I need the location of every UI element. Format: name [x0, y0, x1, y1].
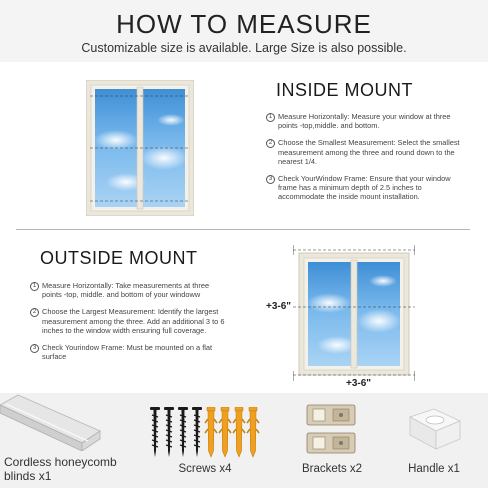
- inside-mount-title: INSIDE MOUNT: [276, 80, 414, 100]
- brackets-image: [303, 403, 359, 462]
- cordless-blinds-image: [0, 393, 105, 456]
- step-number: 1: [266, 113, 275, 122]
- inside-mount-steps: [266, 112, 466, 210]
- inside-step: [266, 138, 466, 166]
- outside-step: [30, 281, 230, 299]
- step-number: 1: [30, 282, 39, 291]
- step-number: 2: [30, 308, 39, 317]
- outside-mount-title: OUTSIDE MOUNT: [40, 248, 198, 268]
- step-number: 3: [266, 175, 275, 184]
- inside-step: [266, 112, 466, 130]
- outside-step: [30, 343, 230, 361]
- inside-step: [266, 174, 466, 202]
- step-number: 3: [30, 344, 39, 353]
- step-text: Measure Horizontally: Measure your window at three points -top,middle. and bottom.: [278, 112, 451, 131]
- header: [0, 0, 488, 62]
- package-contents: [0, 393, 488, 488]
- outside-side-measurement: +3-6": [266, 301, 292, 312]
- outside-bottom-measurement: +3-6": [346, 378, 372, 389]
- outside-mount-section: [0, 237, 488, 393]
- step-text: Choose the Smallest Measurement: Select the smallest measurement among the three and round down to the nearest 1/4.: [278, 138, 460, 166]
- handle-label: Handle x1: [408, 463, 460, 475]
- step-text: Choose the Largest Measurement: Identify the largest measurement among the three. Add an additional 3 to 6 inches to the window width ensuring full coverage.: [42, 307, 225, 335]
- brackets-label: Brackets x2: [301, 463, 363, 475]
- inside-mount-section: [0, 62, 488, 237]
- inside-mount-window-illustration: [86, 80, 194, 216]
- outside-mount-window-illustration: [293, 245, 415, 381]
- screws-image: [147, 407, 267, 464]
- page-subtitle: Customizable size is available. Large Size is also possible.: [81, 41, 407, 55]
- outside-mount-steps: [30, 281, 230, 369]
- step-text: Measure Horizontally: Take measurements at three points -top, middle. and bottom of your windoww: [42, 281, 210, 300]
- section-divider: [16, 229, 470, 230]
- cordless-blinds-label: Cordless honeycomb blinds x1: [4, 455, 117, 483]
- step-number: 2: [266, 139, 275, 148]
- step-text: Check Yourindow Frame: Must be mounted on a flat surface: [42, 343, 213, 362]
- handle-image: [404, 407, 464, 458]
- page-title: HOW TO MEASURE: [116, 9, 372, 39]
- step-text: Check YourWindow Frame: Ensure that your window frame has a minimum depth of 2.5 inches to accommodate the inside mount installation.: [278, 174, 451, 202]
- screws-label: Screws x4: [178, 463, 232, 475]
- outside-step: [30, 307, 230, 335]
